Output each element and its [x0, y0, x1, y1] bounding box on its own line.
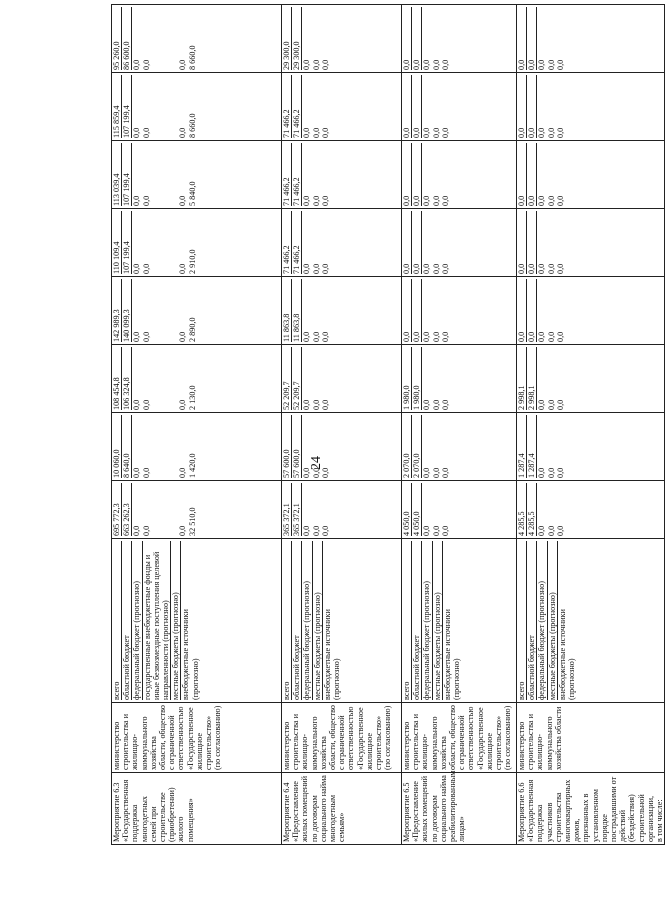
amount: 10 060,0	[112, 415, 122, 478]
value-total	[112, 481, 282, 539]
amount: 0,0	[440, 331, 450, 342]
value-y1	[402, 413, 517, 481]
measure-row	[402, 5, 517, 845]
source-label: местные бюджеты (прогнозно)	[313, 541, 323, 700]
amount: 0,0	[402, 279, 412, 342]
amount: 71 466,2	[282, 75, 292, 138]
executor: министерство строительства и жилищно-коммунального хозяйства области, общество с ограниченной ответственностью «Государственное жилищное строительство» (по согласованию)	[282, 703, 402, 773]
amount: 0,0	[527, 279, 537, 342]
amount	[151, 415, 179, 478]
amount: 0,0	[555, 195, 565, 206]
amount	[151, 347, 179, 410]
source-label: местные бюджеты (прогнозно)	[433, 541, 443, 700]
amount: 0,0	[422, 331, 432, 342]
amount: 113 039,4	[112, 143, 122, 206]
source-label: областной бюджет	[527, 541, 537, 700]
amount: 4 050,0	[402, 483, 412, 536]
amount: 0,0	[320, 127, 330, 138]
amount: 0,0	[412, 279, 422, 342]
amount: 0,0	[302, 525, 312, 536]
source-label: всего	[402, 541, 412, 700]
amount: 106 324,8	[122, 347, 132, 410]
amount: 0,0	[537, 525, 547, 536]
value-total	[517, 481, 665, 539]
amount: 0,0	[440, 399, 450, 410]
amount: 1 420,0	[187, 453, 197, 478]
amount: 71 466,2	[292, 211, 302, 274]
amount: 52 209,7	[282, 347, 292, 410]
amount: 0,0	[311, 525, 321, 536]
amount: 0,0	[302, 467, 312, 478]
source-label: областной бюджет	[122, 541, 132, 700]
amount: 0,0	[546, 399, 556, 410]
amount: 1 980,0	[412, 347, 422, 410]
amount: 0,0	[546, 195, 556, 206]
rotated-page	[111, 5, 665, 845]
amount: 0,0	[546, 59, 556, 70]
amount: 2 998,1	[517, 347, 527, 410]
value-y6	[402, 73, 517, 141]
funding-sources	[112, 539, 282, 703]
amount: 0,0	[311, 331, 321, 342]
amount: 0,0	[546, 467, 556, 478]
amount: 0,0	[422, 59, 432, 70]
amount: 0,0	[431, 195, 441, 206]
source-label: местные бюджеты (прогнозно)	[171, 541, 181, 700]
amount: 1 980,0	[402, 347, 412, 410]
amount: 0,0	[178, 59, 188, 70]
amount: 8 640,0	[122, 415, 132, 478]
amount: 0,0	[141, 525, 151, 536]
value-y3	[402, 277, 517, 345]
amount: 0,0	[431, 127, 441, 138]
source-label: областной бюджет	[292, 541, 302, 700]
amount: 0,0	[546, 127, 556, 138]
executor: министерство строительства и жилищно-коммунального хозяйства области	[517, 703, 665, 773]
amount: 0,0	[537, 195, 547, 206]
amount: 0,0	[311, 399, 321, 410]
executor: министерство строительства и жилищно-коммунального хозяйства области, общество с ограниченной ответственностью «Государственное жилищное строительство» (по согласованию)	[402, 703, 517, 773]
amount: 0,0	[422, 127, 432, 138]
amount: 0,0	[402, 75, 412, 138]
amount: 5 840,0	[187, 181, 197, 206]
amount: 0,0	[141, 263, 151, 274]
amount: 107 199,4	[122, 75, 132, 138]
amount	[151, 7, 179, 70]
amount: 0,0	[320, 525, 330, 536]
value-y4	[402, 209, 517, 277]
measure-name: Мероприятие 6.6 «Государственная поддержка участников строительства многоквартирных домов, признанных в установленном порядке пострадавшими от действий (бездействия) строительной организации, в том числе:	[517, 773, 665, 845]
value-y4	[282, 209, 402, 277]
amount: 2 910,0	[187, 249, 197, 274]
amount: 115 859,4	[112, 75, 122, 138]
amount: 0,0	[431, 331, 441, 342]
funding-sources	[282, 539, 402, 703]
amount: 365 372,1	[282, 483, 292, 536]
amount: 8 660,0	[187, 45, 197, 70]
amount: 110 109,4	[112, 211, 122, 274]
amount: 0,0	[527, 143, 537, 206]
amount: 0,0	[546, 331, 556, 342]
amount: 0,0	[141, 127, 151, 138]
amount: 0,0	[412, 143, 422, 206]
amount: 11 863,8	[282, 279, 292, 342]
amount: 0,0	[555, 59, 565, 70]
amount: 0,0	[431, 59, 441, 70]
value-y7	[112, 5, 282, 73]
amount: 4 285,5	[517, 483, 527, 536]
amount: 0,0	[178, 331, 188, 342]
amount: 0,0	[132, 195, 142, 206]
amount: 86 600,0	[122, 7, 132, 70]
amount: 0,0	[555, 331, 565, 342]
value-y2	[402, 345, 517, 413]
value-y5	[402, 141, 517, 209]
amount: 0,0	[320, 59, 330, 70]
amount: 0,0	[555, 525, 565, 536]
amount: 2 070,0	[402, 415, 412, 478]
amount: 0,0	[422, 467, 432, 478]
amount: 0,0	[178, 127, 188, 138]
amount: 0,0	[555, 127, 565, 138]
amount: 0,0	[537, 127, 547, 138]
value-y4	[112, 209, 282, 277]
amount: 2 070,0	[412, 415, 422, 478]
amount: 1 287,4	[517, 415, 527, 478]
amount: 107 199,4	[122, 143, 132, 206]
amount: 140 099,3	[122, 279, 132, 342]
amount: 0,0	[431, 399, 441, 410]
amount: 0,0	[178, 467, 188, 478]
value-y1	[112, 413, 282, 481]
amount: 0,0	[311, 195, 321, 206]
amount: 0,0	[440, 263, 450, 274]
amount: 0,0	[546, 525, 556, 536]
amount: 0,0	[320, 331, 330, 342]
amount: 365 372,1	[292, 483, 302, 536]
amount: 95 260,0	[112, 7, 122, 70]
amount: 4 285,5	[527, 483, 537, 536]
amount: 0,0	[537, 399, 547, 410]
amount: 0,0	[422, 263, 432, 274]
amount: 0,0	[537, 467, 547, 478]
amount: 0,0	[132, 331, 142, 342]
amount: 0,0	[517, 75, 527, 138]
amount: 0,0	[440, 127, 450, 138]
value-y3	[517, 277, 665, 345]
amount: 0,0	[537, 263, 547, 274]
amount: 0,0	[527, 7, 537, 70]
amount: 0,0	[412, 211, 422, 274]
amount: 11 863,8	[292, 279, 302, 342]
value-y7	[402, 5, 517, 73]
amount: 0,0	[320, 399, 330, 410]
source-label: внебюджетные источники (прогнозно)	[557, 609, 577, 700]
measure-name: Мероприятие 6.4 «Предоставление жилых помещений по договорам социального найма многодетным семьям»	[282, 773, 402, 845]
amount: 0,0	[302, 331, 312, 342]
amount: 0,0	[132, 263, 142, 274]
amount: 0,0	[527, 75, 537, 138]
amount: 0,0	[311, 467, 321, 478]
amount: 0,0	[555, 399, 565, 410]
amount: 0,0	[422, 195, 432, 206]
value-total	[402, 481, 517, 539]
source-label: федеральный бюджет (прогнозно)	[537, 541, 547, 700]
value-y6	[517, 73, 665, 141]
funding-sources	[402, 539, 517, 703]
amount: 0,0	[440, 467, 450, 478]
amount: 0,0	[546, 263, 556, 274]
amount: 695 772,3	[112, 483, 122, 536]
amount: 0,0	[132, 525, 142, 536]
amount: 71 466,2	[282, 143, 292, 206]
amount: 2 998,1	[527, 347, 537, 410]
source-label: внебюджетные источники (прогнозно)	[181, 609, 200, 700]
source-label: внебюджетные источники (прогнозно)	[322, 609, 342, 700]
amount: 0,0	[517, 279, 527, 342]
amount	[151, 483, 179, 536]
value-y7	[517, 5, 665, 73]
source-label: всего	[282, 541, 292, 700]
source-label: внебюджетные источники (прогнозно)	[442, 609, 462, 700]
amount: 2 890,0	[187, 317, 197, 342]
source-label: федеральный бюджет (прогнозно)	[302, 541, 312, 700]
value-total	[282, 481, 402, 539]
amount: 0,0	[132, 399, 142, 410]
amount: 0,0	[440, 59, 450, 70]
amount: 0,0	[302, 263, 312, 274]
amount: 0,0	[311, 127, 321, 138]
amount: 0,0	[132, 467, 142, 478]
amount: 0,0	[537, 59, 547, 70]
source-label: местные бюджеты (прогнозно)	[548, 541, 558, 700]
amount: 663 262,3	[122, 483, 132, 536]
amount: 0,0	[440, 195, 450, 206]
amount: 0,0	[402, 211, 412, 274]
amount: 142 989,3	[112, 279, 122, 342]
amount: 0,0	[431, 467, 441, 478]
amount: 0,0	[537, 331, 547, 342]
amount: 0,0	[431, 263, 441, 274]
value-y5	[517, 141, 665, 209]
value-y7	[282, 5, 402, 73]
amount: 107 199,4	[122, 211, 132, 274]
amount: 52 209,7	[292, 347, 302, 410]
amount: 8 660,0	[187, 113, 197, 138]
amount: 0,0	[555, 467, 565, 478]
amount: 0,0	[302, 59, 312, 70]
executor: министерство строительства и жилищно-коммунального хозяйства области, общество с ограниченной ответственностью «Государственное жилищное строительство» (по согласованию)	[112, 703, 282, 773]
source-label: областной бюджет	[412, 541, 422, 700]
amount: 29 300,0	[282, 7, 292, 70]
amount: 0,0	[132, 59, 142, 70]
amount	[151, 75, 179, 138]
amount: 0,0	[311, 263, 321, 274]
value-y6	[282, 73, 402, 141]
source-label: государственные внебюджетные фонды и иные безвозмездные поступления целевой направленности (прогнозно)	[143, 541, 172, 700]
measure-row	[112, 5, 282, 845]
source-label: федеральный бюджет (прогнозно)	[422, 541, 432, 700]
value-y1	[282, 413, 402, 481]
amount: 0,0	[178, 525, 188, 536]
amount: 0,0	[517, 143, 527, 206]
amount	[151, 143, 179, 206]
amount: 0,0	[302, 399, 312, 410]
amount: 0,0	[141, 467, 151, 478]
measure-row	[282, 5, 402, 845]
amount: 0,0	[141, 331, 151, 342]
amount: 71 466,2	[292, 143, 302, 206]
amount: 0,0	[402, 7, 412, 70]
amount: 0,0	[555, 263, 565, 274]
amount: 57 600,0	[292, 415, 302, 478]
amount: 0,0	[412, 7, 422, 70]
value-y1	[517, 413, 665, 481]
amount: 108 454,8	[112, 347, 122, 410]
amount: 0,0	[141, 399, 151, 410]
amount: 4 050,0	[412, 483, 422, 536]
measure-name: Мероприятие 6.3 «Государственная поддержка многодетных семей при строительстве (приобретении) жилого помещения»	[112, 773, 282, 845]
amount: 0,0	[527, 211, 537, 274]
source-label: федеральный бюджет (прогнозно)	[132, 541, 142, 700]
amount: 0,0	[402, 143, 412, 206]
amount: 0,0	[302, 195, 312, 206]
amount: 0,0	[178, 195, 188, 206]
amount: 0,0	[517, 211, 527, 274]
amount: 0,0	[431, 525, 441, 536]
amount: 0,0	[422, 399, 432, 410]
value-y2	[517, 345, 665, 413]
amount: 0,0	[178, 399, 188, 410]
amount: 2 130,0	[187, 385, 197, 410]
funding-sources	[517, 539, 665, 703]
amount: 1 287,4	[527, 415, 537, 478]
amount: 0,0	[440, 525, 450, 536]
amount: 0,0	[311, 59, 321, 70]
amount: 57 600,0	[282, 415, 292, 478]
measure-name: Мероприятие 6.5 «Предоставление жилых помещений по договорам социального найма реабилитированным лицам»	[402, 773, 517, 845]
amount: 0,0	[302, 127, 312, 138]
amount: 0,0	[141, 195, 151, 206]
amount: 0,0	[320, 195, 330, 206]
amount: 0,0	[141, 59, 151, 70]
source-label: всего	[517, 541, 527, 700]
amount: 0,0	[517, 7, 527, 70]
amount	[151, 211, 179, 274]
amount	[151, 279, 179, 342]
page-number: 24	[309, 456, 324, 470]
amount: 0,0	[320, 263, 330, 274]
amount: 71 466,2	[292, 75, 302, 138]
value-y6	[112, 73, 282, 141]
amount: 71 466,2	[282, 211, 292, 274]
amount: 0,0	[422, 525, 432, 536]
measure-row	[517, 5, 665, 845]
amount: 0,0	[178, 263, 188, 274]
value-y4	[517, 209, 665, 277]
amount: 32 510,0	[187, 507, 197, 536]
budget-table	[111, 4, 665, 845]
amount: 0,0	[132, 127, 142, 138]
value-y5	[112, 141, 282, 209]
value-y3	[112, 277, 282, 345]
amount: 0,0	[320, 467, 330, 478]
value-y2	[282, 345, 402, 413]
amount: 0,0	[412, 75, 422, 138]
source-label: всего	[112, 541, 122, 700]
value-y5	[282, 141, 402, 209]
value-y2	[112, 345, 282, 413]
value-y3	[282, 277, 402, 345]
amount: 29 300,0	[292, 7, 302, 70]
